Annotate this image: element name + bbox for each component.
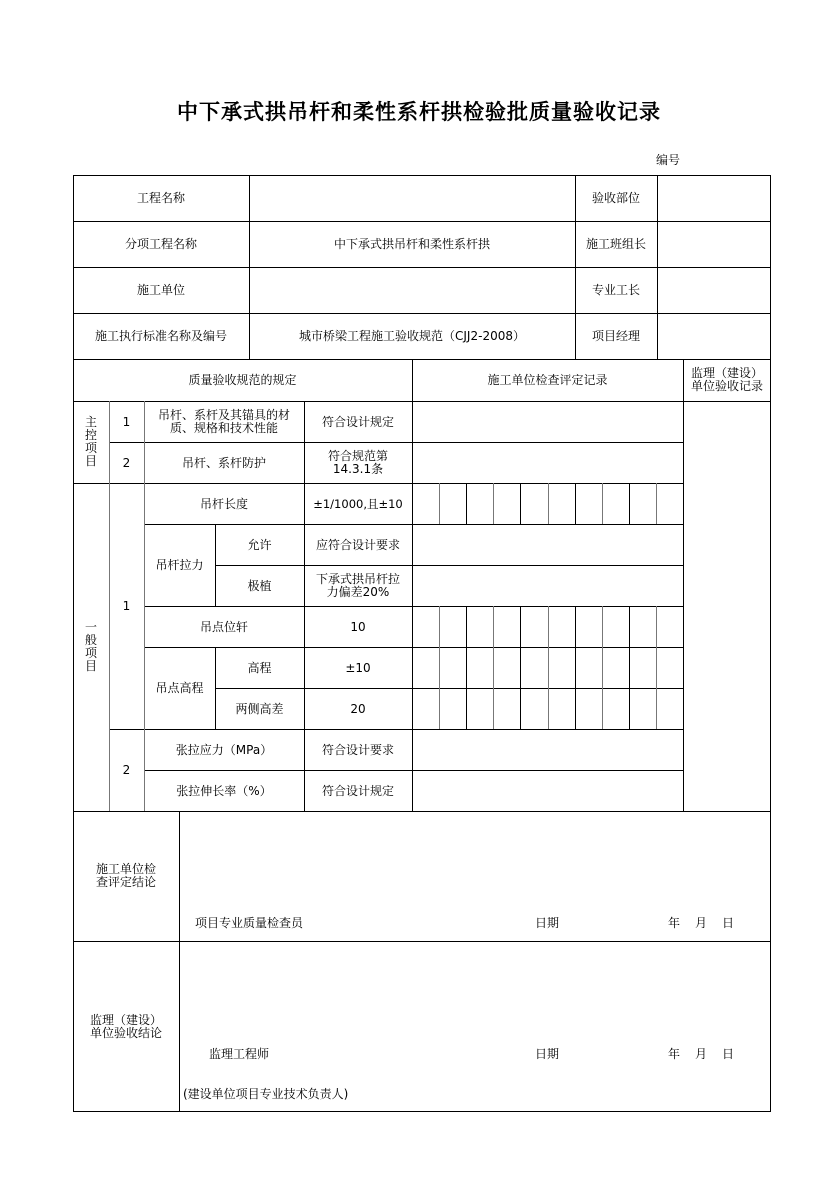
- measurement-cell[interactable]: [413, 484, 439, 524]
- measurement-cell[interactable]: [549, 689, 575, 729]
- requirement-line2: 14.3.1条: [332, 461, 384, 476]
- date-label: 日期: [535, 1047, 560, 1061]
- measurement-cell[interactable]: [440, 607, 466, 647]
- item-number: 1: [122, 599, 131, 613]
- acceptance-part-field[interactable]: [657, 175, 771, 221]
- project-name-label: 工程名称: [136, 191, 185, 205]
- item-name: 张拉应力（MPa）: [175, 742, 273, 757]
- measurement-cell[interactable]: [494, 484, 520, 524]
- item-requirement: ±10: [345, 660, 371, 675]
- measurement-cell[interactable]: [467, 607, 493, 647]
- measurement-cell[interactable]: [440, 648, 466, 688]
- item-name: [144, 401, 304, 442]
- category-char: 一: [84, 620, 97, 634]
- month-label: 月: [695, 1047, 708, 1061]
- record-field[interactable]: [412, 729, 683, 770]
- measurement-cell[interactable]: [521, 607, 547, 647]
- category-char: 目: [84, 659, 97, 673]
- measurement-cell[interactable]: [576, 648, 602, 688]
- requirement-line1: 下承式拱吊杆拉: [315, 571, 400, 586]
- item-name: 吊点高程: [155, 681, 204, 695]
- construction-unit-field[interactable]: [249, 267, 575, 313]
- measurement-cell[interactable]: [657, 689, 683, 729]
- page-title: 中下承式拱吊杆和柔性系杆拱检验批质量验收记录: [177, 100, 661, 124]
- label-line2: 查评定结论: [95, 875, 156, 889]
- supervision-header-line2: 单位验收记录: [690, 379, 763, 393]
- measurement-cell[interactable]: [630, 607, 656, 647]
- measurement-cell[interactable]: [521, 689, 547, 729]
- measurement-cell[interactable]: [413, 607, 439, 647]
- measurement-cell[interactable]: [576, 484, 602, 524]
- team-leader-field[interactable]: [657, 221, 771, 267]
- category-char: 项: [84, 441, 97, 455]
- sub-item-name: 允许: [247, 537, 272, 552]
- measurement-cell[interactable]: [440, 484, 466, 524]
- construction-unit-label: 施工单位: [136, 283, 185, 297]
- measurement-cell[interactable]: [413, 689, 439, 729]
- item-name: 吊杆、系杆防护: [181, 455, 266, 470]
- measurement-cell[interactable]: [576, 689, 602, 729]
- spec-header: 质量验收规范的规定: [188, 373, 297, 387]
- item-requirement: 符合设计规定: [321, 414, 394, 429]
- record-field[interactable]: [412, 442, 683, 483]
- item-name: 吊杆拉力: [155, 558, 204, 572]
- measurement-cell[interactable]: [413, 648, 439, 688]
- item-number: 2: [122, 455, 131, 470]
- item-name-line1: 吊杆、系杆及其锚具的材: [157, 407, 290, 422]
- category-char: 项: [84, 646, 97, 660]
- month-label: 月: [695, 916, 708, 930]
- item-name: 张拉伸长率（%）: [176, 783, 272, 798]
- item-requirement: ±1/1000,且±10: [313, 496, 403, 511]
- supervision-record-field[interactable]: [683, 401, 771, 811]
- team-leader-label: 施工班组长: [585, 237, 646, 251]
- record-field[interactable]: [412, 770, 683, 811]
- measurement-cell[interactable]: [521, 648, 547, 688]
- day-label: 日: [722, 916, 735, 930]
- item-requirement: [304, 442, 412, 483]
- day-label: 日: [722, 1047, 735, 1061]
- item-name: 吊点位轩: [199, 619, 248, 634]
- measurement-cell[interactable]: [494, 648, 520, 688]
- project-manager-label: 项目经理: [591, 329, 640, 343]
- measurement-cell[interactable]: [576, 607, 602, 647]
- item-requirement: 应符合设计要求: [315, 537, 400, 552]
- project-name-field[interactable]: [249, 175, 575, 221]
- measurement-cell[interactable]: [630, 648, 656, 688]
- measurement-cell[interactable]: [603, 484, 629, 524]
- measurement-cell[interactable]: [494, 607, 520, 647]
- general-category: [73, 483, 109, 811]
- measurement-cell[interactable]: [549, 607, 575, 647]
- label-line2: 单位验收结论: [89, 1025, 162, 1040]
- measurement-cell[interactable]: [467, 484, 493, 524]
- item-requirement: 20: [350, 701, 366, 716]
- measurement-cell[interactable]: [603, 648, 629, 688]
- year-label: 年: [668, 916, 681, 930]
- foreman-label: 专业工长: [591, 283, 640, 297]
- label-line1: 施工单位检: [95, 862, 156, 876]
- measurement-cell[interactable]: [467, 689, 493, 729]
- inspector-label: 项目专业质量检查员: [195, 916, 304, 930]
- standard-field[interactable]: 城市桥梁工程施工验收规范（CJJ2-2008）: [299, 329, 525, 343]
- measurement-cell[interactable]: [521, 484, 547, 524]
- date-label: 日期: [535, 916, 560, 930]
- supervision-header: [683, 359, 771, 401]
- responsible-note: (建设单位项目专业技术负责人): [183, 1087, 349, 1101]
- item-number: 1: [122, 414, 131, 429]
- serial-number-label: 编号: [656, 153, 681, 167]
- sub-item-name: 极植: [247, 578, 272, 593]
- measurement-cell[interactable]: [494, 689, 520, 729]
- label-line1: 监理（建设）: [89, 1012, 162, 1027]
- project-manager-field[interactable]: [657, 313, 771, 359]
- supervision-header-line1: 监理（建设）: [690, 366, 763, 380]
- acceptance-part-label: 验收部位: [591, 191, 640, 205]
- main-control-category: [73, 401, 109, 483]
- item-name-line2: 质、规格和技术性能: [169, 420, 278, 435]
- foreman-field[interactable]: [657, 267, 771, 313]
- record-header: 施工单位检查评定记录: [487, 373, 608, 387]
- category-char: 般: [84, 633, 97, 647]
- measurement-cell[interactable]: [549, 484, 575, 524]
- item-requirement: [304, 565, 412, 606]
- category-char: 目: [84, 454, 97, 468]
- category-char: 控: [84, 428, 97, 442]
- record-field[interactable]: [412, 401, 683, 442]
- measurement-cell[interactable]: [657, 648, 683, 688]
- item-name: 吊杆长度: [199, 496, 248, 511]
- requirement-line2: 力偏差20%: [326, 584, 390, 599]
- engineer-label: 监理工程师: [209, 1047, 270, 1061]
- measurement-cell[interactable]: [440, 689, 466, 729]
- construction-conclusion-field[interactable]: [180, 812, 770, 902]
- measurement-cell[interactable]: [630, 484, 656, 524]
- sub-item-name: 高程: [247, 660, 272, 675]
- supervision-conclusion-label: [73, 941, 179, 1112]
- item-requirement: 符合设计规定: [321, 783, 394, 798]
- record-field[interactable]: [412, 565, 683, 606]
- sub-project-field[interactable]: 中下承式拱吊杆和柔性系杆拱: [333, 237, 490, 251]
- standard-label: 施工执行标准名称及编号: [94, 329, 227, 343]
- measurement-cell[interactable]: [603, 689, 629, 729]
- year-label: 年: [668, 1047, 681, 1061]
- measurement-cell[interactable]: [467, 648, 493, 688]
- measurement-cell[interactable]: [630, 689, 656, 729]
- requirement-line1: 符合规范第: [327, 448, 388, 463]
- measurement-cell[interactable]: [549, 648, 575, 688]
- measurement-cell[interactable]: [603, 607, 629, 647]
- sub-item-name: 两侧高差: [235, 701, 284, 716]
- supervision-conclusion-field[interactable]: [180, 942, 770, 1037]
- item-requirement: 符合设计要求: [321, 742, 394, 757]
- record-field[interactable]: [412, 524, 683, 565]
- measurement-cell[interactable]: [657, 484, 683, 524]
- item-number: 2: [122, 763, 131, 777]
- sub-project-label: 分项工程名称: [124, 237, 197, 251]
- category-char: 主: [84, 415, 97, 429]
- item-requirement: 10: [350, 619, 366, 634]
- measurement-cell[interactable]: [657, 607, 683, 647]
- construction-conclusion-label: [73, 811, 179, 941]
